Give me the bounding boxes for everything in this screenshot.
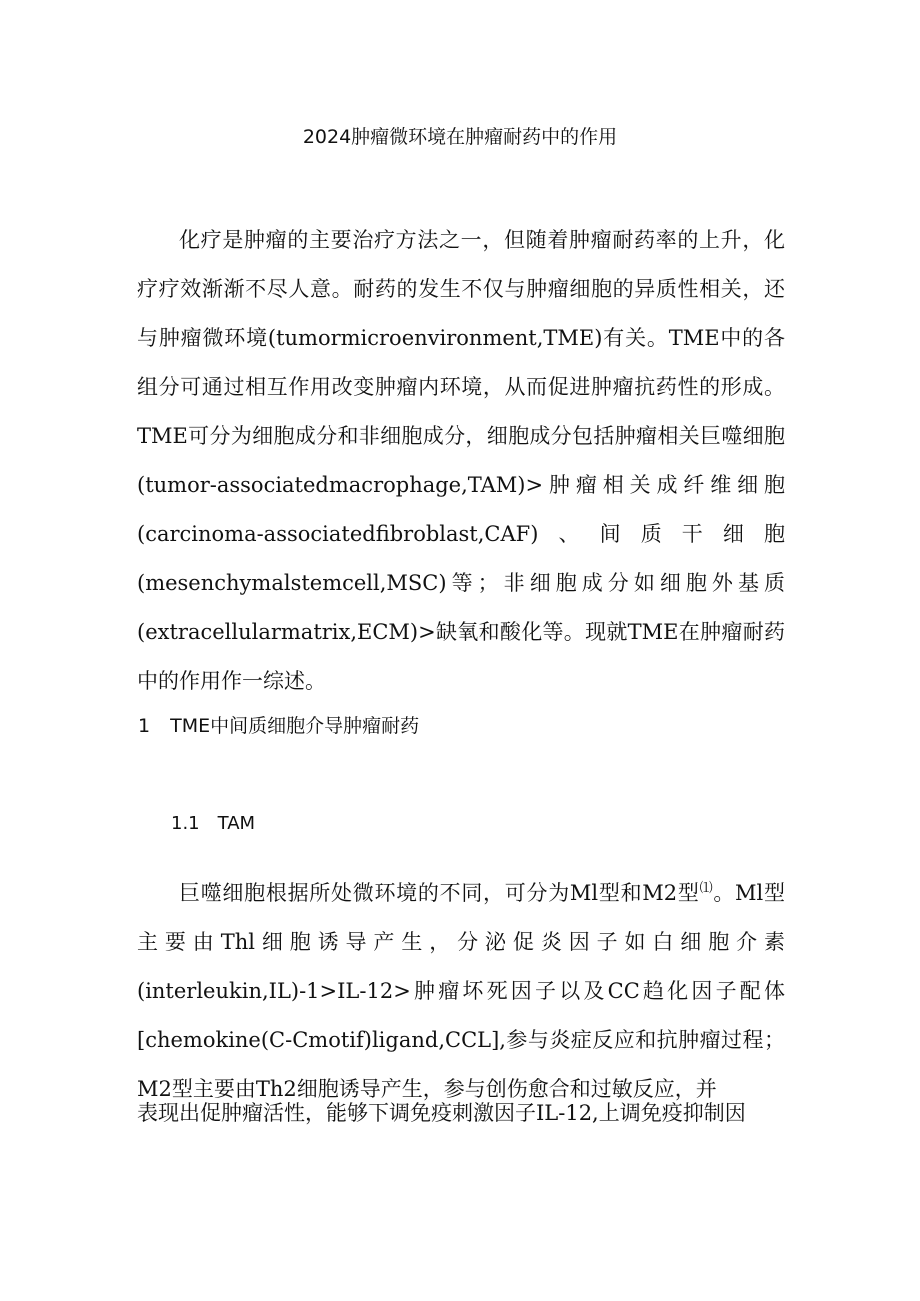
section-1-title: TME中间质细胞介导肿瘤耐药	[170, 715, 420, 737]
continuation-line: 表现出促肿瘤活性，能够下调免疫刺激因子IL-12,上调免疫抑制因	[137, 1101, 746, 1125]
intro-paragraph: 化疗是肿瘤的主要治疗方法之一，但随着肿瘤耐药率的上升，化疗疗效渐渐不尽人意。耐药的发生不仅与肿瘤细胞的异质性相关，还与肿瘤微环境(tumormicroenvironment,TME)有关。TME中的各组分可通过相互作用改变肿瘤内环境，从而促进肿瘤抗药性的形成。TME可分为细胞成分和非细胞成分，细胞成分包括肿瘤相关巨噬细胞(tumor-associatedmacrophage,TAM)>肿瘤相关成纤维细胞(carcinoma-associatedfibroblast,CAF)、间质干细胞(mesenchymalstemcell,MSC)等；非细胞成分如细胞外基质(extracellularmatrix,ECM)>缺氧和酸化等。现就TME在肿瘤耐药中的作用作一综述。	[137, 228, 785, 693]
reference-marker: ⑴	[699, 881, 714, 896]
tam-paragraph	[137, 869, 785, 1114]
section-1-1-heading	[171, 813, 255, 834]
document-title: 2024肿瘤微环境在肿瘤耐药中的作用	[302, 126, 618, 148]
section-1-heading	[138, 711, 419, 738]
tam-paragraph-text-1: 巨噬细胞根据所处微环境的不同，可分为Ml型和M2型	[179, 881, 700, 905]
tam-paragraph-text-2: 。Ml型主要由Thl细胞诱导产生，分泌促炎因子如白细胞介素(interleukin,IL)-1>IL-12>肿瘤坏死因子以及CC趋化因子配体[chemokine(C-Cmotif)ligand,CCL],参与炎症反应和抗肿瘤过程；M2型主要由Th2细胞诱导产生，参与创伤愈合和过敏反应，并	[137, 881, 785, 1101]
section-1-1-number: 1.1	[171, 813, 200, 834]
section-1-1-title: TAM	[217, 813, 256, 834]
section-1-number: 1	[138, 715, 151, 737]
